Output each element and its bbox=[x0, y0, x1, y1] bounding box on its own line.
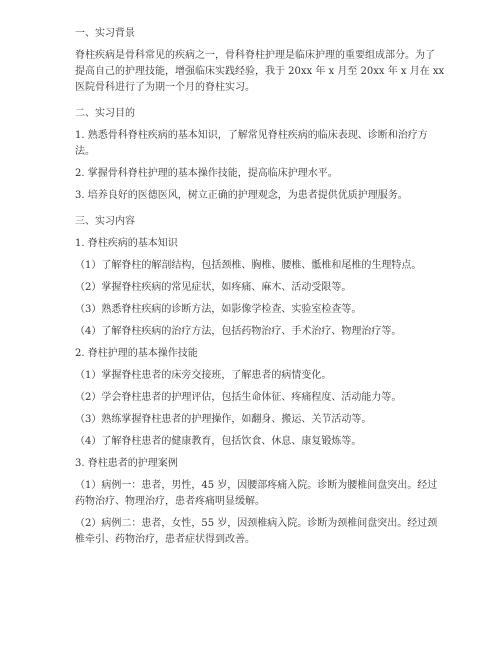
list-item: （4）了解脊柱患者的健康教育，包括饮食、休息、康复锻炼等。 bbox=[75, 436, 362, 447]
background-paragraph-line: 医院骨科进行了为期一个月的脊柱实习。 bbox=[75, 82, 255, 93]
subsection-title-basic-knowledge: 1. 脊柱疾病的基本知识 bbox=[75, 238, 178, 249]
list-item: （3）熟悉脊柱疾病的诊断方法，如影像学检查、实验室检查等。 bbox=[75, 304, 362, 315]
background-paragraph-line: 提高自己的护理技能，增强临床实践经验，我于 20xx 年 x 月至 20xx 年 x 月在 xx bbox=[75, 66, 445, 77]
case-1-line: 药物治疗、物理治疗，患者疼痛明显缓解。 bbox=[75, 496, 265, 507]
section-heading-purpose: 二、实习目的 bbox=[75, 108, 135, 119]
list-item: （2）学会脊柱患者的护理评估，包括生命体征、疼痛程度、活动能力等。 bbox=[75, 392, 402, 403]
list-item: （4）了解脊柱疾病的治疗方法，包括药物治疗、手术治疗、物理治疗等。 bbox=[75, 326, 402, 337]
list-item: （1）了解脊柱的解剖结构，包括颈椎、胸椎、腰椎、骶椎和尾椎的生理特点。 bbox=[75, 260, 422, 271]
purpose-item-1-line: 1. 熟悉骨科脊柱疾病的基本知识，了解常见脊柱疾病的临床表现、诊断和治疗方 bbox=[75, 130, 428, 141]
section-heading-background: 一、实习背景 bbox=[75, 28, 135, 39]
case-1-line: （1）病例一：患者，男性，45 岁，因腰部疼痛入院。诊断为腰椎间盘突出。经过 bbox=[75, 480, 438, 491]
document-page bbox=[75, 26, 445, 548]
section-heading-content: 三、实习内容 bbox=[75, 216, 135, 227]
list-item: （2）掌握脊柱疾病的常见症状，如疼痛、麻木、活动受限等。 bbox=[75, 282, 352, 293]
purpose-item-1-line: 法。 bbox=[75, 146, 95, 157]
list-item: （3）熟练掌握脊柱患者的护理操作，如翻身、搬运、关节活动等。 bbox=[75, 414, 372, 425]
subsection-title-skills: 2. 脊柱护理的基本操作技能 bbox=[75, 348, 198, 359]
case-2-line: 椎牵引、药物治疗，患者症状得到改善。 bbox=[75, 534, 255, 545]
purpose-item-3: 3. 培养良好的医德医风，树立正确的护理观念，为患者提供优质护理服务。 bbox=[75, 190, 408, 201]
purpose-item-2: 2. 掌握骨科脊柱护理的基本操作技能，提高临床护理水平。 bbox=[75, 168, 338, 179]
case-2-line: （2）病例二：患者，女性，55 岁，因颈椎病入院。诊断为颈椎间盘突出。经过颈 bbox=[75, 518, 438, 529]
subsection-title-cases: 3. 脊柱患者的护理案例 bbox=[75, 458, 178, 469]
background-paragraph-line: 脊柱疾病是骨科常见的疾病之一，骨科脊柱护理是临床护理的重要组成部分。为了 bbox=[75, 50, 435, 61]
list-item: （1）掌握脊柱患者的床旁交接班，了解患者的病情变化。 bbox=[75, 370, 332, 381]
